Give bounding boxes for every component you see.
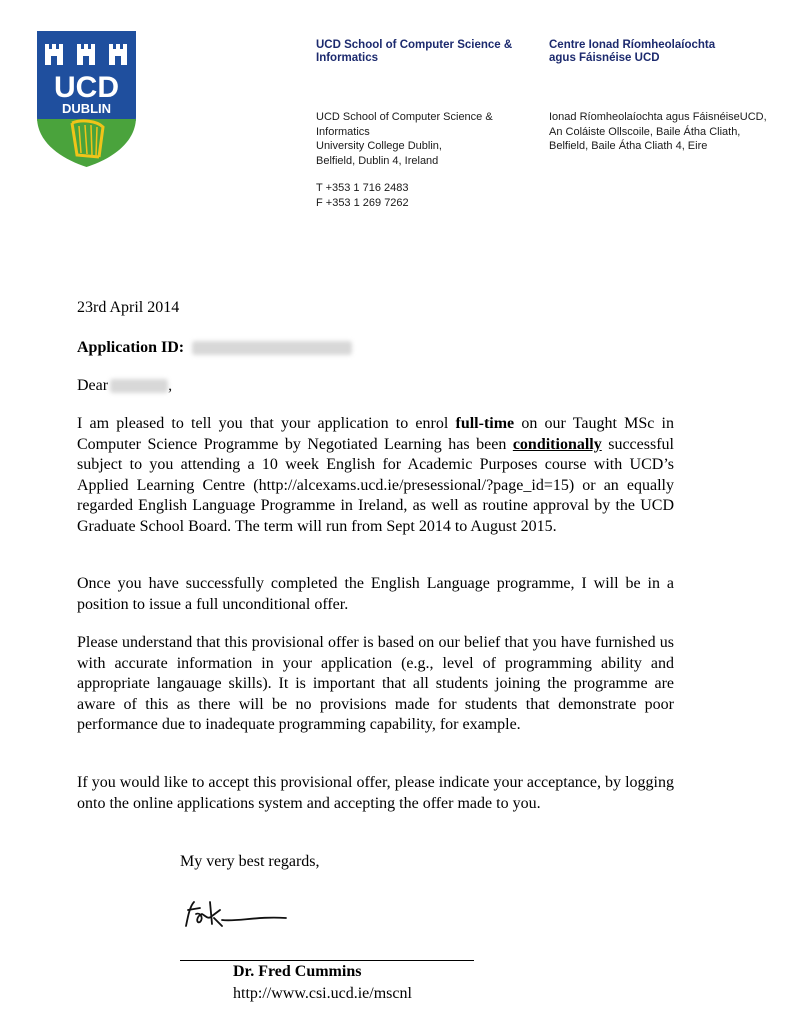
school-name-ga-line1: Centre Ionad Ríomheolaíochta (549, 39, 716, 51)
address-line: UCD School of Computer Science & (316, 111, 493, 123)
redacted-application-id (192, 341, 352, 355)
p1-text-e: successful subject to you attending a 10 week English for Academic Purposes course with UCD’s Applied Learning Centre (http://alcexams.ucd.ie/presessional/?page_id=15) or an equally regarded English Language Programme in Ireland, as well as routine approval by the UCD Graduate School Board. The term will run from Sept 2014 to August 2015. (77, 435, 674, 535)
salutation-row (77, 376, 172, 397)
address-line: An Coláiste Ollscoile, Baile Átha Cliath, (549, 125, 741, 138)
logo-dublin-text: DUBLIN (61, 101, 112, 116)
address-line: Belfield, Baile Átha Cliath 4, Eire (549, 140, 708, 152)
address-line: Belfield, Dublin 4, Ireland (316, 154, 439, 167)
logo-ucd-text: UCD (54, 71, 119, 104)
p1-full-time: full-time (455, 415, 515, 432)
redacted-recipient-name (110, 379, 168, 393)
school-name-en-line2: Informatics (316, 52, 378, 64)
address-en (316, 110, 512, 168)
letterhead-right (549, 39, 767, 154)
paragraph-offer (77, 414, 674, 537)
address-line: University College Dublin, (316, 140, 442, 152)
p1-text-a: I am pleased to tell you that your application to enrol (77, 415, 456, 432)
school-name-ga-line2: agus Fáisnéise UCD (549, 52, 660, 64)
signatory-name: Dr. Fred Cummins (233, 963, 362, 980)
closing: My very best regards, (180, 853, 320, 870)
letter-date: 23rd April 2014 (77, 299, 180, 316)
address-line: Informatics (316, 125, 370, 138)
paragraph-accept: If you would like to accept this provisional offer, please indicate your acceptance, by logging onto the online applications system and accepting the offer made to you. (77, 774, 674, 812)
salutation-comma: , (168, 377, 173, 394)
p1-conditionally: conditionally (512, 435, 602, 453)
signatory-url[interactable]: http://www.csi.ucd.ie/mscnl (233, 985, 412, 1002)
p1-text-c: on our Taught MSc in Computer Science Programme by Negotiated Learning has been (77, 415, 674, 453)
contact-numbers (316, 181, 512, 210)
address-line: Ionad Ríomheolaíochta agus FáisnéiseUCD, (549, 111, 767, 123)
phone-number: T +353 1 716 2483 (316, 182, 409, 194)
signature-line (180, 960, 474, 961)
handwritten-signature (182, 896, 292, 932)
letterhead-left (316, 39, 512, 210)
fax-number: F +353 1 269 7262 (316, 196, 409, 209)
paragraph-completion: Once you have successfully completed the English Language programme, I will be in a position to issue a full unconditional offer. (77, 575, 674, 613)
ucd-crest-logo (37, 31, 136, 167)
salutation: Dear (77, 377, 109, 394)
application-id-label: Application ID: (77, 339, 185, 356)
school-name-en-line1: UCD School of Computer Science & (316, 39, 513, 51)
paragraph-provisional: Please understand that this provisional offer is based on our belief that you have furnished us with accurate information in your application (e.g., level of programming ability and appropriate langauage skills). It is important that all students joining the programme are aware of this as there will be no provisions made for students that demonstrate poor performance due to inadequate programming capability, for example. (77, 634, 674, 733)
application-id-row (77, 338, 352, 359)
address-ga (549, 110, 767, 154)
